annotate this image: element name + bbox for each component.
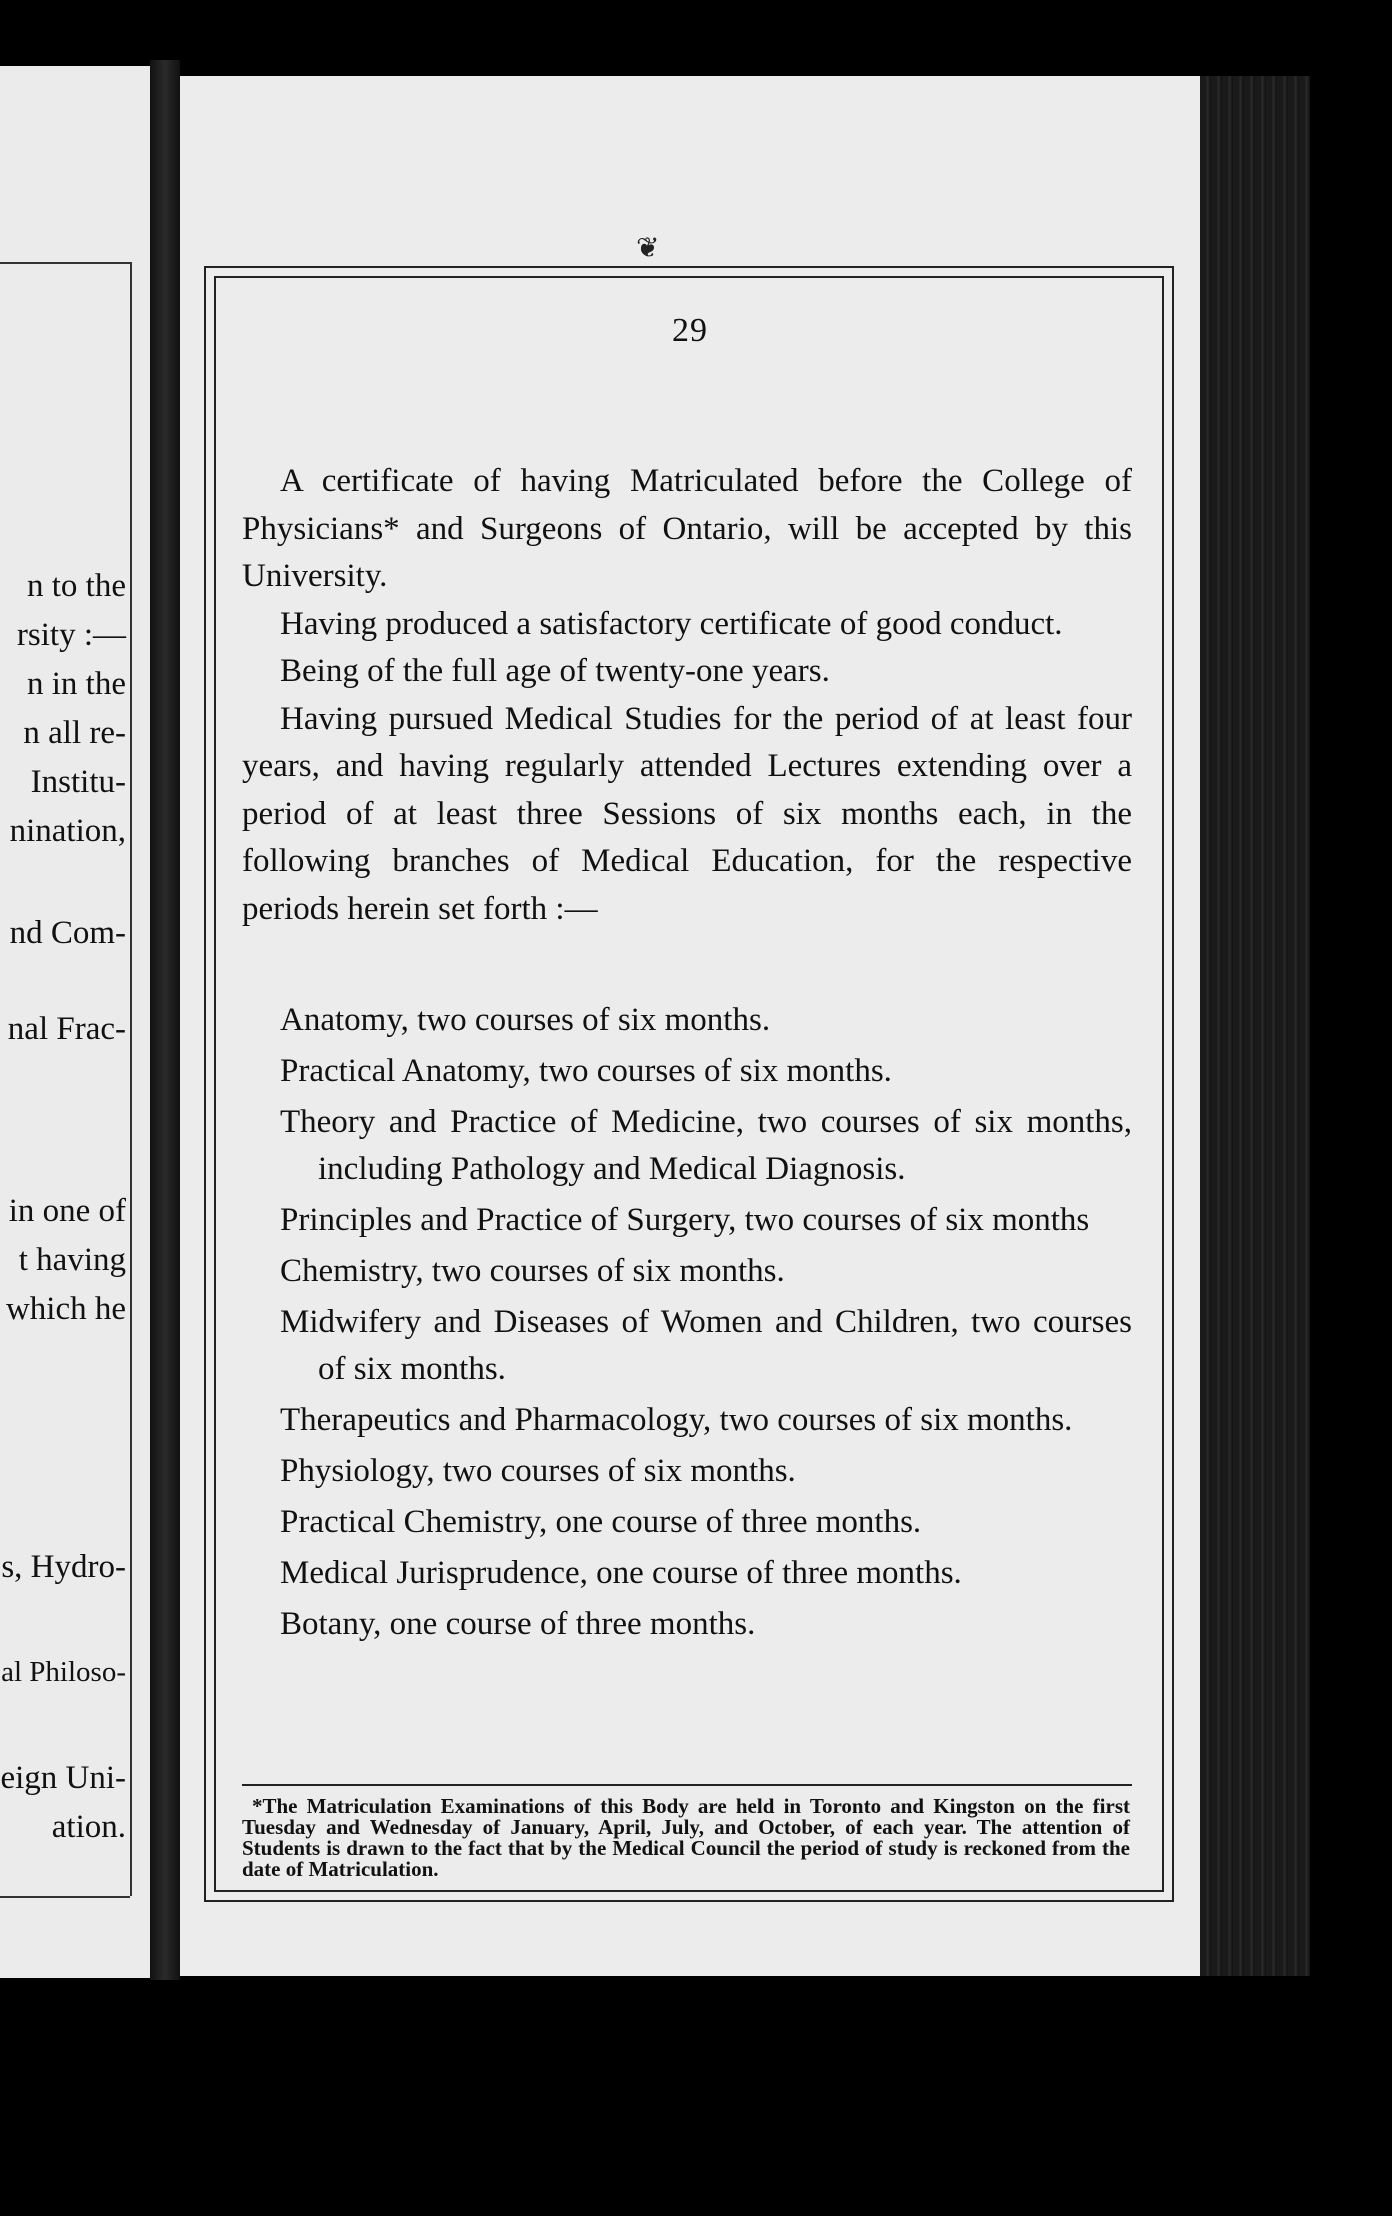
left-page-top-rule: [0, 262, 130, 264]
book-gutter: [150, 60, 180, 1980]
paragraph: A certificate of having Matriculated before the College of Physicians* and Surgeons of Ontario, will be accepted by this University.: [242, 463, 1132, 594]
course-item: Physiology, two courses of six months.: [280, 1453, 796, 1489]
course-item: Practical Anatomy, two courses of six months.: [280, 1053, 892, 1089]
page-edges: [1200, 76, 1310, 1976]
left-page-line: which he: [5, 1291, 126, 1327]
left-page-line: n in the: [27, 666, 126, 702]
course-item: Medical Jurisprudence, one course of three months.: [280, 1555, 962, 1591]
left-page-line: rsity :—: [16, 617, 126, 653]
course-item: Chemistry, two courses of six months.: [280, 1253, 785, 1289]
course-item: Theory and Practice of Medicine, two courses of six months, including Pathology and Medical Diagnosis.: [280, 1104, 1132, 1187]
left-page-line: Institu-: [30, 764, 126, 800]
left-page-line: nal Frac-: [7, 1011, 126, 1047]
left-page-bottom-rule: [0, 1896, 130, 1898]
left-page-line: nd Com-: [9, 915, 126, 951]
left-facing-page: [0, 66, 150, 1978]
footnote: [242, 1796, 1130, 1880]
paragraph: Having pursued Medical Studies for the period of at least four years, and having regularly attended Lectures extending over a period of at least three Sessions of six months each, in the following branches of Medical Education, for the respective periods herein set forth :—: [242, 700, 1132, 927]
left-page-line: nination,: [9, 813, 126, 849]
left-page-line: n to the: [27, 568, 126, 604]
left-page-border: [130, 262, 132, 1896]
book-page: [180, 76, 1200, 1976]
left-page-line: n all re-: [23, 715, 126, 751]
ornament-mark: ❦: [636, 233, 660, 264]
page-number: 29: [672, 312, 708, 349]
course-item: Midwifery and Diseases of Women and Children, two courses of six months.: [280, 1304, 1132, 1387]
footnote-rule: [242, 1784, 1132, 1786]
footnote-text: *The Matriculation Examinations of this Body are held in Toronto and Kingston on the first Tuesday and Wednesday of January, April, July, and October, of each year. The attention of Students is drawn to the fact that by the Medical Council the period of study is reckoned from the date of Matriculation.: [242, 1794, 1130, 1881]
left-page-line: t having: [18, 1242, 126, 1278]
paragraph: Having produced a satisfactory certificate of good conduct.: [280, 605, 1063, 642]
left-page-line: ation.: [51, 1809, 126, 1845]
course-item: Therapeutics and Pharmacology, two courses of six months.: [280, 1402, 1073, 1438]
left-page-line: al Philoso-: [1, 1656, 126, 1688]
body-text: [242, 458, 1132, 933]
left-page-line: s, Hydro-: [1, 1549, 126, 1585]
course-list: [242, 997, 1132, 1652]
course-item: Practical Chemistry, one course of three months.: [280, 1504, 922, 1540]
left-page-line: eign Uni-: [0, 1760, 126, 1796]
course-item: Botany, one course of three months.: [280, 1606, 756, 1642]
course-item: Anatomy, two courses of six months.: [280, 1002, 771, 1038]
course-item: Principles and Practice of Surgery, two courses of six months: [280, 1202, 1090, 1238]
left-page-line: in one of: [8, 1193, 126, 1229]
paragraph: Being of the full age of twenty-one years.: [280, 653, 830, 689]
